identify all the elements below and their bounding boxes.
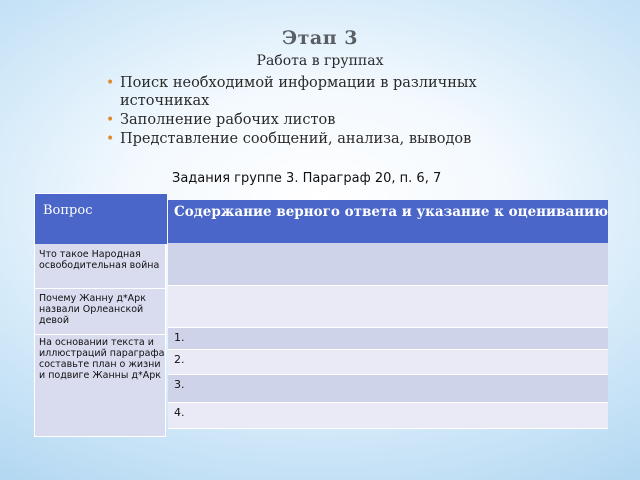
plan-item-number: 1. — [174, 331, 185, 344]
task-caption: Задания группе 3. Параграф 20, п. 6, 7 — [172, 171, 442, 186]
bullet-marker-icon: • — [106, 112, 115, 128]
plan-item-number: 4. — [174, 406, 185, 419]
question-column — [34, 193, 166, 437]
bullet-list — [106, 74, 566, 149]
answer-cell[interactable] — [168, 286, 608, 328]
bullet-item — [106, 130, 566, 148]
plan-item-row[interactable] — [168, 350, 608, 375]
question-cell: Почему Жанну д*Арк назвали Орлеанской девой — [39, 293, 146, 326]
bullet-text: Поиск необходимой информации в различных источниках — [120, 75, 477, 109]
bullet-text: Заполнение рабочих листов — [120, 112, 336, 128]
row-divider — [35, 288, 167, 289]
question-cell: Что такое Народная освободительная война — [39, 249, 160, 271]
plan-item-row[interactable] — [168, 403, 608, 429]
plan-item-row[interactable] — [168, 328, 608, 350]
plan-item-row[interactable] — [168, 375, 608, 403]
bullet-marker-icon: • — [106, 131, 115, 147]
slide-subtitle: Работа в группах — [256, 53, 384, 69]
question-column-header: Вопрос — [35, 194, 167, 244]
bullet-text: Представление сообщений, анализа, выводов — [120, 131, 472, 147]
plan-item-number: 3. — [174, 378, 185, 391]
answer-column-header: Содержание верного ответа и указание к оцениванию — [168, 200, 608, 243]
slide-title: Этап 3 — [282, 27, 358, 49]
plan-item-number: 2. — [174, 353, 185, 366]
bullet-item — [106, 74, 566, 110]
bullet-marker-icon: • — [106, 75, 115, 91]
answer-cell[interactable] — [168, 243, 608, 286]
question-cell: На основании текста и иллюстраций параграфа составьте план о жизни и подвиге Жанны д*Арк — [39, 337, 165, 381]
bullet-item — [106, 111, 566, 129]
